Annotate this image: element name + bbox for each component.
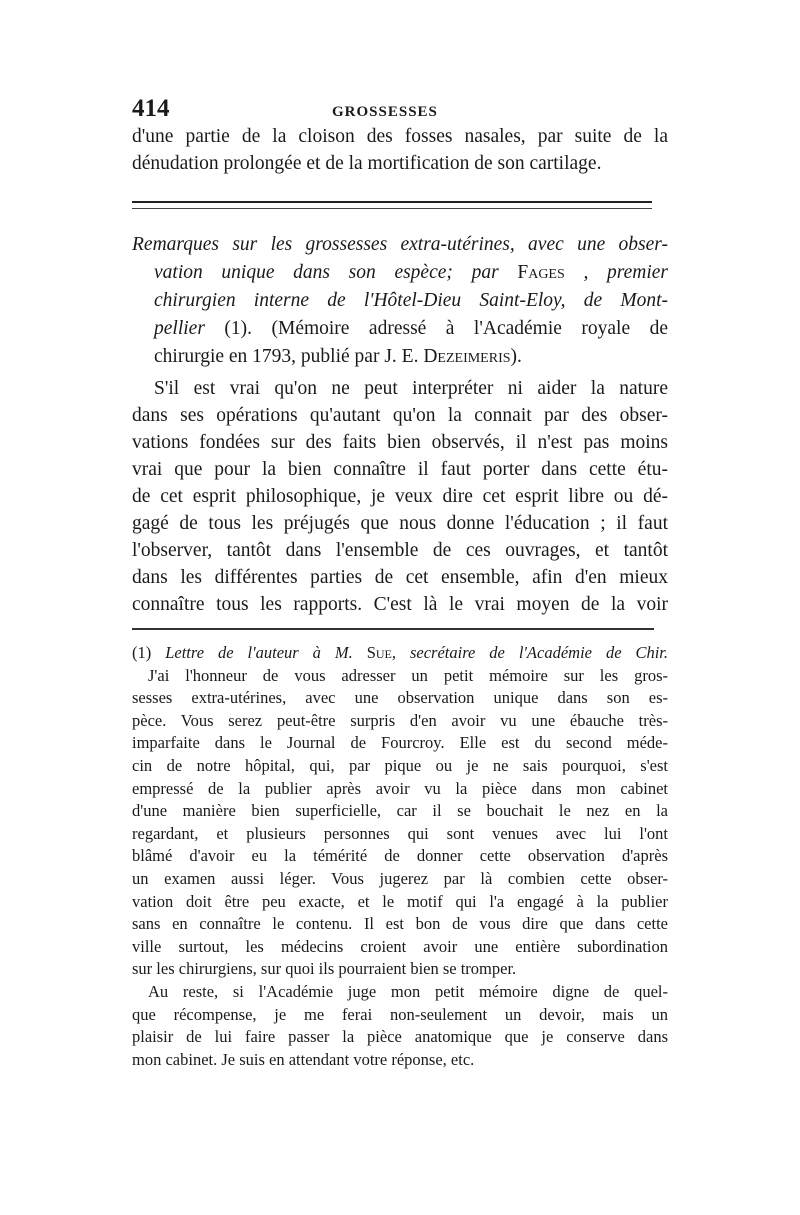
- footnote-line: ville surtout, les médecins croient avoir une entière subordination: [132, 936, 668, 956]
- footnote-line: que récompense, je me ferai non-seulement un devoir, mais un: [132, 1004, 668, 1024]
- footnote-line: imparfaite dans le Journal de Fourcroy. Elle est du second méde-: [132, 733, 668, 753]
- author-name: Fages: [517, 262, 565, 283]
- footnote-heading: [132, 642, 668, 665]
- double-rule-divider: [132, 201, 652, 209]
- footnote-line: plaisir de lui faire passer la pièce anatomique que je conserve dans: [132, 1027, 668, 1047]
- text-line: de cet esprit philosophique, je veux dire cet esprit libre ou dé-: [132, 486, 668, 507]
- section-title: [132, 231, 668, 371]
- title-text: chirurgie en 1793, publié par J. E.: [154, 346, 419, 367]
- title-text: (1). (Mémoire adressé à l'Académie royale de: [224, 318, 668, 339]
- footnote-heading-italic: , secrétaire de l'Académie de Chir.: [391, 643, 668, 662]
- footnote-line: mon cabinet. Je suis en attendant votre réponse, etc.: [132, 1049, 475, 1069]
- title-italic-text: , premier: [583, 262, 669, 283]
- footnote-line: vation doit être peu exacte, et le motif qui l'a engagé à la publier: [132, 891, 668, 911]
- text-line: d'une partie de la cloison des fosses nasales, par suite de la: [132, 126, 668, 147]
- text-line: l'observer, tantôt dans l'ensemble de ces ouvrages, et tantôt: [132, 540, 668, 561]
- title-line: [132, 315, 668, 343]
- title-text: ).: [510, 346, 522, 367]
- footnote-line: sans en connaître le contenu. Il est bon de vous dire que dans cette: [132, 914, 668, 934]
- top-paragraph: [132, 123, 668, 177]
- footnote: [132, 642, 668, 1071]
- footnote-line: empressé de la publier après avoir vu la pièce dans mon cabinet: [132, 778, 668, 798]
- page-header: [132, 95, 668, 123]
- text-line: dénudation prolongée et de la mortification de son cartilage.: [132, 153, 602, 174]
- title-line: [132, 343, 668, 371]
- page-number: 414: [132, 95, 170, 122]
- title-line: [132, 259, 668, 287]
- book-page: [132, 95, 668, 1071]
- footnote-rule: [132, 628, 654, 630]
- title-italic-text: chirurgien interne de l'Hôtel-Dieu Saint-Eloy, de Mont-: [154, 290, 668, 311]
- footnote-line: d'une manière bien superficielle, car il se bouchait le nez en la: [132, 801, 668, 821]
- body-paragraph: [132, 375, 668, 618]
- text-line: S'il est vrai qu'on ne peut interpréter ni aider la nature: [154, 378, 668, 399]
- text-line: gagé de tous les préjugés que nous donne l'éducation ; il faut: [132, 513, 668, 534]
- editor-name: Dezeimeris: [423, 346, 511, 367]
- title-line: [132, 287, 668, 315]
- footnote-line: sur les chirurgiens, sur quoi ils pourraient bien se tromper.: [132, 959, 517, 979]
- text-line: dans les différentes parties de cet ensemble, afin d'en mieux: [132, 567, 668, 588]
- footnote-line: Au reste, si l'Académie juge mon petit mémoire digne de quel-: [148, 981, 668, 1001]
- footnote-line: blâmé d'avoir eu la témérité de donner cette observation d'après: [132, 846, 668, 866]
- footnote-marker: (1): [132, 643, 152, 662]
- text-line: connaître tous les rapports. C'est là le vrai moyen de la voir: [132, 594, 668, 615]
- footnote-line: pèce. Vous serez peut-être surpris d'en avoir vu une ébauche très-: [132, 710, 668, 730]
- footnote-line: regardant, et plusieurs personnes qui sont venues avec lui l'ont: [132, 823, 668, 843]
- footnote-heading-italic: Lettre de l'auteur à M.: [165, 643, 353, 662]
- text-line: vations fondées sur des faits bien observés, il n'est pas moins: [132, 432, 668, 453]
- footnote-line: cin de notre hôpital, qui, par pique ou je ne sais pourquoi, s'est: [132, 755, 668, 775]
- title-italic-text: pellier: [154, 318, 205, 339]
- text-line: dans ses opérations qu'autant qu'on la connait par des obser-: [132, 405, 668, 426]
- footnote-line: un examen aussi léger. Vous jugerez par là combien cette obser-: [132, 868, 668, 888]
- title-italic-text: vation unique dans son espèce; par: [154, 262, 499, 283]
- title-italic-text: Remarques sur les grossesses extra-utérines, avec une obser-: [132, 234, 668, 255]
- text-line: vrai que pour la bien connaître il faut porter dans cette étu-: [132, 459, 668, 480]
- running-head: GROSSESSES: [332, 104, 438, 120]
- footnote-line: sesses extra-utérines, avec une observation unique dans son es-: [132, 688, 668, 708]
- footnote-line: J'ai l'honneur de vous adresser un petit mémoire sur les gros-: [148, 665, 668, 685]
- recipient-name: Sue: [366, 643, 392, 662]
- title-line: [132, 231, 668, 259]
